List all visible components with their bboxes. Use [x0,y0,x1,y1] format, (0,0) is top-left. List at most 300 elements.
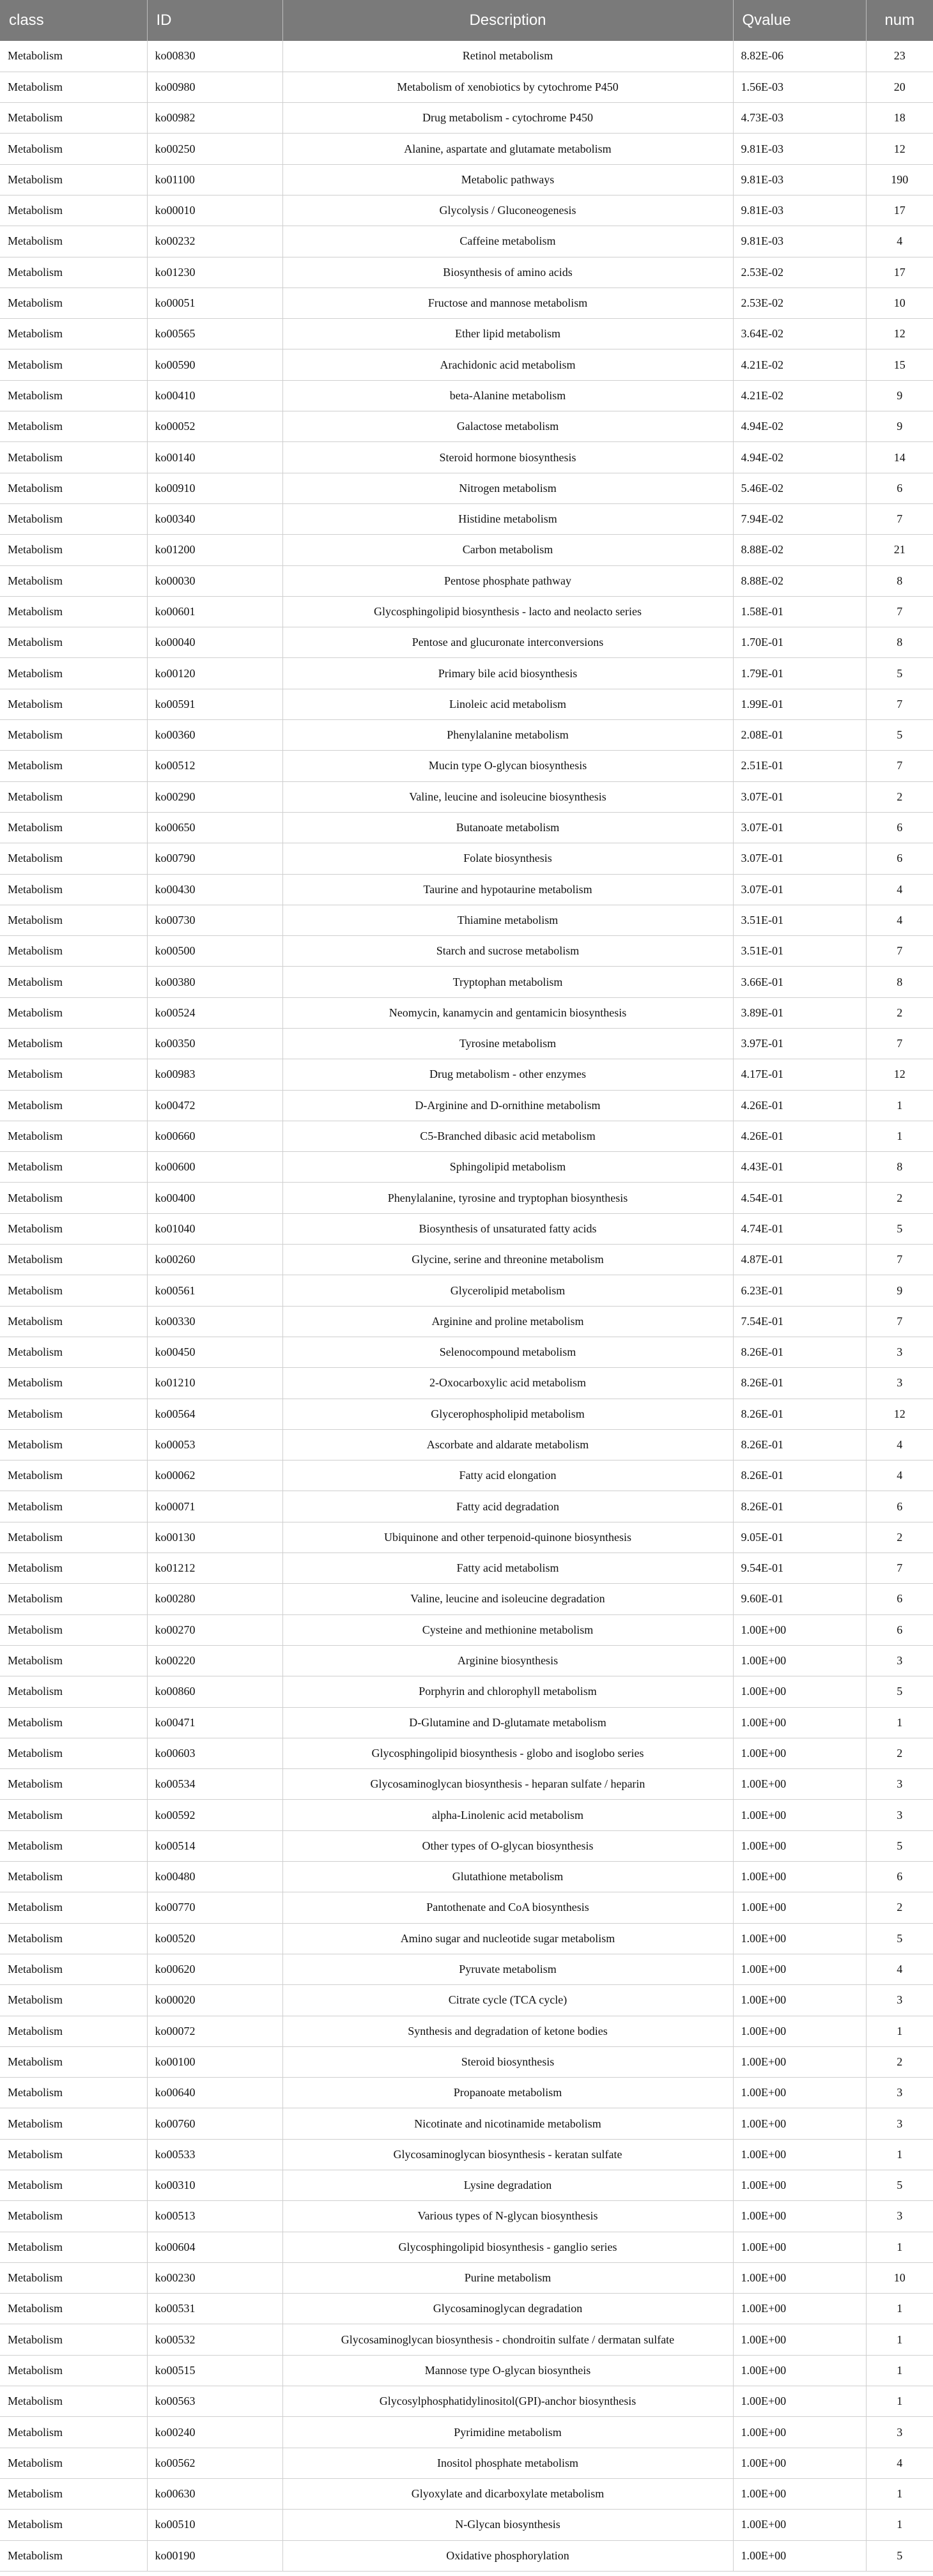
cell-class: Metabolism [0,72,147,102]
cell-qvalue: 1.00E+00 [733,2324,866,2355]
cell-class: Metabolism [0,1152,147,1183]
cell-qvalue: 3.07E-01 [733,874,866,905]
table-row [0,751,933,781]
cell-qvalue: 8.26E-01 [733,1429,866,1460]
cell-id: ko00730 [147,905,282,935]
table-row [0,442,933,473]
cell-class: Metabolism [0,2016,147,2046]
cell-description: Drug metabolism - cytochrome P450 [282,103,733,134]
cell-qvalue: 1.00E+00 [733,2540,866,2571]
cell-description: Ascorbate and aldarate metabolism [282,1429,733,1460]
cell-id: ko00515 [147,2355,282,2386]
cell-num: 8 [866,565,933,596]
table-row [0,2417,933,2448]
cell-qvalue: 8.82E-06 [733,41,866,72]
cell-id: ko00052 [147,411,282,442]
cell-id: ko00770 [147,1892,282,1923]
table-row [0,380,933,411]
cell-description: Tyrosine metabolism [282,1029,733,1059]
cell-num: 6 [866,1614,933,1645]
table-row [0,2170,933,2200]
cell-description: Glycolysis / Gluconeogenesis [282,195,733,226]
cell-class: Metabolism [0,2324,147,2355]
cell-class: Metabolism [0,134,147,164]
cell-qvalue: 1.00E+00 [733,1769,866,1800]
cell-class: Metabolism [0,997,147,1028]
cell-num: 2 [866,781,933,812]
cell-qvalue: 1.00E+00 [733,2448,866,2478]
cell-qvalue: 9.60E-01 [733,1584,866,1614]
cell-id: ko00310 [147,2170,282,2200]
table-row [0,2046,933,2077]
table-row [0,565,933,596]
cell-id: ko00140 [147,442,282,473]
cell-class: Metabolism [0,2078,147,2108]
table-row [0,2139,933,2170]
cell-num: 3 [866,1645,933,1676]
cell-num: 7 [866,751,933,781]
cell-num: 8 [866,1152,933,1183]
cell-num: 12 [866,134,933,164]
cell-description: Metabolic pathways [282,164,733,195]
cell-qvalue: 7.54E-01 [733,1306,866,1337]
cell-id: ko00980 [147,72,282,102]
cell-id: ko00760 [147,2108,282,2139]
cell-num: 5 [866,1213,933,1244]
cell-id: ko00040 [147,627,282,658]
cell-qvalue: 4.94E-02 [733,442,866,473]
cell-class: Metabolism [0,1645,147,1676]
cell-description: Pyruvate metabolism [282,1954,733,1984]
cell-num: 3 [866,2417,933,2448]
cell-qvalue: 3.51E-01 [733,936,866,967]
cell-qvalue: 1.00E+00 [733,1800,866,1830]
cell-class: Metabolism [0,41,147,72]
cell-qvalue: 1.00E+00 [733,2510,866,2540]
cell-description: Various types of N-glycan biosynthesis [282,2201,733,2232]
cell-id: ko00400 [147,1183,282,1213]
cell-num: 4 [866,874,933,905]
cell-id: ko00601 [147,596,282,627]
table-row [0,720,933,751]
cell-id: ko01100 [147,164,282,195]
cell-num: 4 [866,2448,933,2478]
cell-description: Fructose and mannose metabolism [282,288,733,318]
cell-description: D-Glutamine and D-glutamate metabolism [282,1707,733,1738]
cell-num: 9 [866,411,933,442]
cell-class: Metabolism [0,2170,147,2200]
cell-description: Retinol metabolism [282,41,733,72]
cell-qvalue: 4.87E-01 [733,1245,866,1275]
table-row [0,2324,933,2355]
table-row [0,874,933,905]
cell-num: 5 [866,1676,933,1707]
table-row [0,1059,933,1090]
cell-id: ko00330 [147,1306,282,1337]
cell-class: Metabolism [0,319,147,349]
cell-num: 4 [866,1954,933,1984]
cell-num: 3 [866,2078,933,2108]
cell-id: ko00983 [147,1059,282,1090]
cell-qvalue: 4.26E-01 [733,1121,866,1151]
table-row [0,2540,933,2571]
cell-qvalue: 3.07E-01 [733,781,866,812]
cell-class: Metabolism [0,257,147,288]
cell-id: ko00564 [147,1399,282,1429]
cell-id: ko00520 [147,1923,282,1954]
column-header-num: num [866,0,933,41]
table-row [0,1213,933,1244]
cell-id: ko00220 [147,1645,282,1676]
table-row [0,1306,933,1337]
cell-class: Metabolism [0,2355,147,2386]
cell-id: ko00062 [147,1460,282,1491]
cell-qvalue: 1.00E+00 [733,2170,866,2200]
cell-id: ko00510 [147,2510,282,2540]
cell-class: Metabolism [0,2448,147,2478]
cell-id: ko00071 [147,1491,282,1522]
cell-qvalue: 9.54E-01 [733,1553,866,1584]
cell-class: Metabolism [0,1368,147,1399]
cell-qvalue: 3.89E-01 [733,997,866,1028]
cell-num: 2 [866,1183,933,1213]
cell-id: ko00513 [147,2201,282,2232]
cell-id: ko00512 [147,751,282,781]
cell-description: N-Glycan biosynthesis [282,2510,733,2540]
cell-class: Metabolism [0,1676,147,1707]
cell-id: ko00500 [147,936,282,967]
cell-qvalue: 1.00E+00 [733,2078,866,2108]
cell-id: ko00592 [147,1800,282,1830]
cell-description: Histidine metabolism [282,503,733,534]
cell-id: ko00340 [147,503,282,534]
cell-qvalue: 9.81E-03 [733,226,866,257]
cell-id: ko01212 [147,1553,282,1584]
table-row [0,164,933,195]
cell-class: Metabolism [0,1862,147,1892]
table-row [0,1645,933,1676]
cell-num: 10 [866,288,933,318]
cell-id: ko00270 [147,1614,282,1645]
cell-qvalue: 1.56E-03 [733,72,866,102]
cell-description: Pyrimidine metabolism [282,2417,733,2448]
cell-description: Biosynthesis of amino acids [282,257,733,288]
cell-num: 3 [866,1337,933,1367]
cell-qvalue: 1.00E+00 [733,2201,866,2232]
cell-id: ko00600 [147,1152,282,1183]
cell-description: Galactose metabolism [282,411,733,442]
cell-qvalue: 8.88E-02 [733,535,866,565]
table-row [0,1460,933,1491]
cell-id: ko00410 [147,380,282,411]
cell-id: ko00190 [147,2540,282,2571]
cell-description: Drug metabolism - other enzymes [282,1059,733,1090]
table-row [0,658,933,689]
table-row [0,1985,933,2016]
cell-id: ko00471 [147,1707,282,1738]
cell-class: Metabolism [0,1460,147,1491]
cell-id: ko00250 [147,134,282,164]
cell-id: ko00591 [147,689,282,719]
table-row [0,1862,933,1892]
cell-id: ko00533 [147,2139,282,2170]
cell-description: Biosynthesis of unsaturated fatty acids [282,1213,733,1244]
cell-description: Other types of O-glycan biosynthesis [282,1830,733,1861]
cell-class: Metabolism [0,720,147,751]
cell-qvalue: 9.81E-03 [733,164,866,195]
cell-description: Fatty acid elongation [282,1460,733,1491]
cell-id: ko00565 [147,319,282,349]
cell-id: ko00480 [147,1862,282,1892]
cell-description: Ether lipid metabolism [282,319,733,349]
column-header-description: Description [282,0,733,41]
table-row [0,1892,933,1923]
table-row [0,1584,933,1614]
column-header-class: class [0,0,147,41]
table-row [0,1152,933,1183]
cell-class: Metabolism [0,843,147,874]
cell-description: Phenylalanine metabolism [282,720,733,751]
cell-qvalue: 1.00E+00 [733,2139,866,2170]
cell-description: Steroid biosynthesis [282,2046,733,2077]
cell-description: Glycerophospholipid metabolism [282,1399,733,1429]
cell-description: Valine, leucine and isoleucine degradation [282,1584,733,1614]
cell-description: Glycosaminoglycan degradation [282,2294,733,2324]
cell-num: 3 [866,1368,933,1399]
cell-description: Cysteine and methionine metabolism [282,1614,733,1645]
cell-qvalue: 1.00E+00 [733,2417,866,2448]
cell-id: ko00630 [147,2478,282,2509]
cell-class: Metabolism [0,2108,147,2139]
table-row [0,2448,933,2478]
cell-class: Metabolism [0,503,147,534]
cell-num: 6 [866,1862,933,1892]
cell-description: Glycosaminoglycan biosynthesis - keratan sulfate [282,2139,733,2170]
cell-qvalue: 8.26E-01 [733,1399,866,1429]
cell-class: Metabolism [0,411,147,442]
cell-id: ko01200 [147,535,282,565]
cell-num: 12 [866,1059,933,1090]
cell-description: Arachidonic acid metabolism [282,349,733,380]
cell-class: Metabolism [0,596,147,627]
cell-description: Amino sugar and nucleotide sugar metabolism [282,1923,733,1954]
cell-class: Metabolism [0,1183,147,1213]
cell-qvalue: 4.21E-02 [733,380,866,411]
cell-num: 15 [866,349,933,380]
cell-class: Metabolism [0,1553,147,1584]
cell-num: 21 [866,535,933,565]
cell-qvalue: 3.66E-01 [733,967,866,997]
cell-num: 6 [866,812,933,843]
cell-qvalue: 7.94E-02 [733,503,866,534]
table-row [0,1121,933,1151]
cell-id: ko00120 [147,658,282,689]
cell-description: Glyoxylate and dicarboxylate metabolism [282,2478,733,2509]
table-row [0,843,933,874]
cell-num: 7 [866,1245,933,1275]
table-row [0,349,933,380]
cell-class: Metabolism [0,1522,147,1552]
cell-id: ko00100 [147,2046,282,2077]
cell-description: Nitrogen metabolism [282,473,733,503]
cell-class: Metabolism [0,2232,147,2262]
cell-qvalue: 1.00E+00 [733,2294,866,2324]
cell-class: Metabolism [0,2417,147,2448]
cell-num: 5 [866,1830,933,1861]
cell-class: Metabolism [0,2046,147,2077]
cell-description: Inositol phosphate metabolism [282,2448,733,2478]
cell-id: ko00030 [147,565,282,596]
cell-qvalue: 1.79E-01 [733,658,866,689]
cell-class: Metabolism [0,751,147,781]
cell-num: 12 [866,1399,933,1429]
cell-class: Metabolism [0,1707,147,1738]
cell-id: ko00860 [147,1676,282,1707]
cell-qvalue: 8.88E-02 [733,565,866,596]
cell-qvalue: 4.17E-01 [733,1059,866,1090]
cell-description: Sphingolipid metabolism [282,1152,733,1183]
table-row [0,195,933,226]
cell-id: ko00240 [147,2417,282,2448]
cell-description: C5-Branched dibasic acid metabolism [282,1121,733,1151]
table-row [0,967,933,997]
cell-num: 9 [866,1275,933,1306]
cell-qvalue: 4.26E-01 [733,1090,866,1121]
cell-num: 18 [866,103,933,134]
cell-num: 1 [866,2016,933,2046]
cell-class: Metabolism [0,195,147,226]
cell-class: Metabolism [0,2294,147,2324]
cell-description: Thiamine metabolism [282,905,733,935]
cell-id: ko00232 [147,226,282,257]
cell-id: ko00053 [147,1429,282,1460]
cell-description: Butanoate metabolism [282,812,733,843]
table-row [0,535,933,565]
cell-class: Metabolism [0,1491,147,1522]
cell-num: 7 [866,936,933,967]
cell-qvalue: 3.07E-01 [733,812,866,843]
cell-class: Metabolism [0,689,147,719]
cell-id: ko00514 [147,1830,282,1861]
cell-id: ko00472 [147,1090,282,1121]
cell-qvalue: 1.00E+00 [733,1954,866,1984]
cell-id: ko00534 [147,1769,282,1800]
cell-class: Metabolism [0,967,147,997]
cell-description: Linoleic acid metabolism [282,689,733,719]
cell-description: Glycosaminoglycan biosynthesis - heparan sulfate / heparin [282,1769,733,1800]
column-header-id: ID [147,0,282,41]
cell-class: Metabolism [0,1738,147,1768]
cell-id: ko00230 [147,2262,282,2293]
cell-num: 6 [866,843,933,874]
cell-qvalue: 9.05E-01 [733,1522,866,1552]
cell-num: 5 [866,2170,933,2200]
cell-class: Metabolism [0,658,147,689]
cell-description: Propanoate metabolism [282,2078,733,2108]
cell-description: Phenylalanine, tyrosine and tryptophan biosynthesis [282,1183,733,1213]
table-row [0,2478,933,2509]
table-row [0,473,933,503]
cell-num: 1 [866,2294,933,2324]
cell-class: Metabolism [0,1306,147,1337]
cell-qvalue: 2.08E-01 [733,720,866,751]
cell-num: 7 [866,1029,933,1059]
table-row [0,411,933,442]
cell-class: Metabolism [0,1399,147,1429]
cell-class: Metabolism [0,1337,147,1367]
table-row [0,2108,933,2139]
cell-id: ko00603 [147,1738,282,1768]
cell-id: ko00532 [147,2324,282,2355]
cell-description: Nicotinate and nicotinamide metabolism [282,2108,733,2139]
table-row [0,1923,933,1954]
cell-num: 5 [866,720,933,751]
cell-class: Metabolism [0,2510,147,2540]
cell-description: Porphyrin and chlorophyll metabolism [282,1676,733,1707]
table-row [0,1800,933,1830]
cell-id: ko00010 [147,195,282,226]
table-row [0,905,933,935]
cell-num: 1 [866,2478,933,2509]
table-row [0,1399,933,1429]
cell-num: 4 [866,1429,933,1460]
cell-id: ko00020 [147,1985,282,2016]
cell-num: 5 [866,658,933,689]
table-row [0,1368,933,1399]
cell-num: 1 [866,1121,933,1151]
table-row [0,1429,933,1460]
cell-description: Glycerolipid metabolism [282,1275,733,1306]
cell-qvalue: 1.00E+00 [733,1923,866,1954]
cell-num: 5 [866,1923,933,1954]
cell-description: alpha-Linolenic acid metabolism [282,1800,733,1830]
cell-class: Metabolism [0,1614,147,1645]
cell-qvalue: 1.00E+00 [733,2262,866,2293]
cell-qvalue: 1.00E+00 [733,1645,866,1676]
cell-num: 3 [866,2108,933,2139]
cell-description: Starch and sucrose metabolism [282,936,733,967]
cell-description: Pantothenate and CoA biosynthesis [282,1892,733,1923]
cell-id: ko00620 [147,1954,282,1984]
cell-class: Metabolism [0,2139,147,2170]
cell-qvalue: 4.74E-01 [733,1213,866,1244]
cell-num: 8 [866,627,933,658]
cell-class: Metabolism [0,874,147,905]
cell-description: Pentose phosphate pathway [282,565,733,596]
cell-id: ko00660 [147,1121,282,1151]
cell-qvalue: 1.00E+00 [733,1985,866,2016]
table-row [0,1090,933,1121]
cell-class: Metabolism [0,473,147,503]
cell-qvalue: 4.54E-01 [733,1183,866,1213]
cell-qvalue: 1.00E+00 [733,2386,866,2417]
cell-qvalue: 2.51E-01 [733,751,866,781]
cell-id: ko00290 [147,781,282,812]
cell-description: Ubiquinone and other terpenoid-quinone biosynthesis [282,1522,733,1552]
cell-qvalue: 4.43E-01 [733,1152,866,1183]
cell-qvalue: 3.97E-01 [733,1029,866,1059]
cell-class: Metabolism [0,2262,147,2293]
table-body [0,41,933,2571]
cell-class: Metabolism [0,380,147,411]
cell-num: 7 [866,596,933,627]
cell-id: ko00561 [147,1275,282,1306]
cell-class: Metabolism [0,2201,147,2232]
cell-qvalue: 1.00E+00 [733,1676,866,1707]
cell-num: 10 [866,2262,933,2293]
cell-class: Metabolism [0,1245,147,1275]
cell-num: 8 [866,967,933,997]
